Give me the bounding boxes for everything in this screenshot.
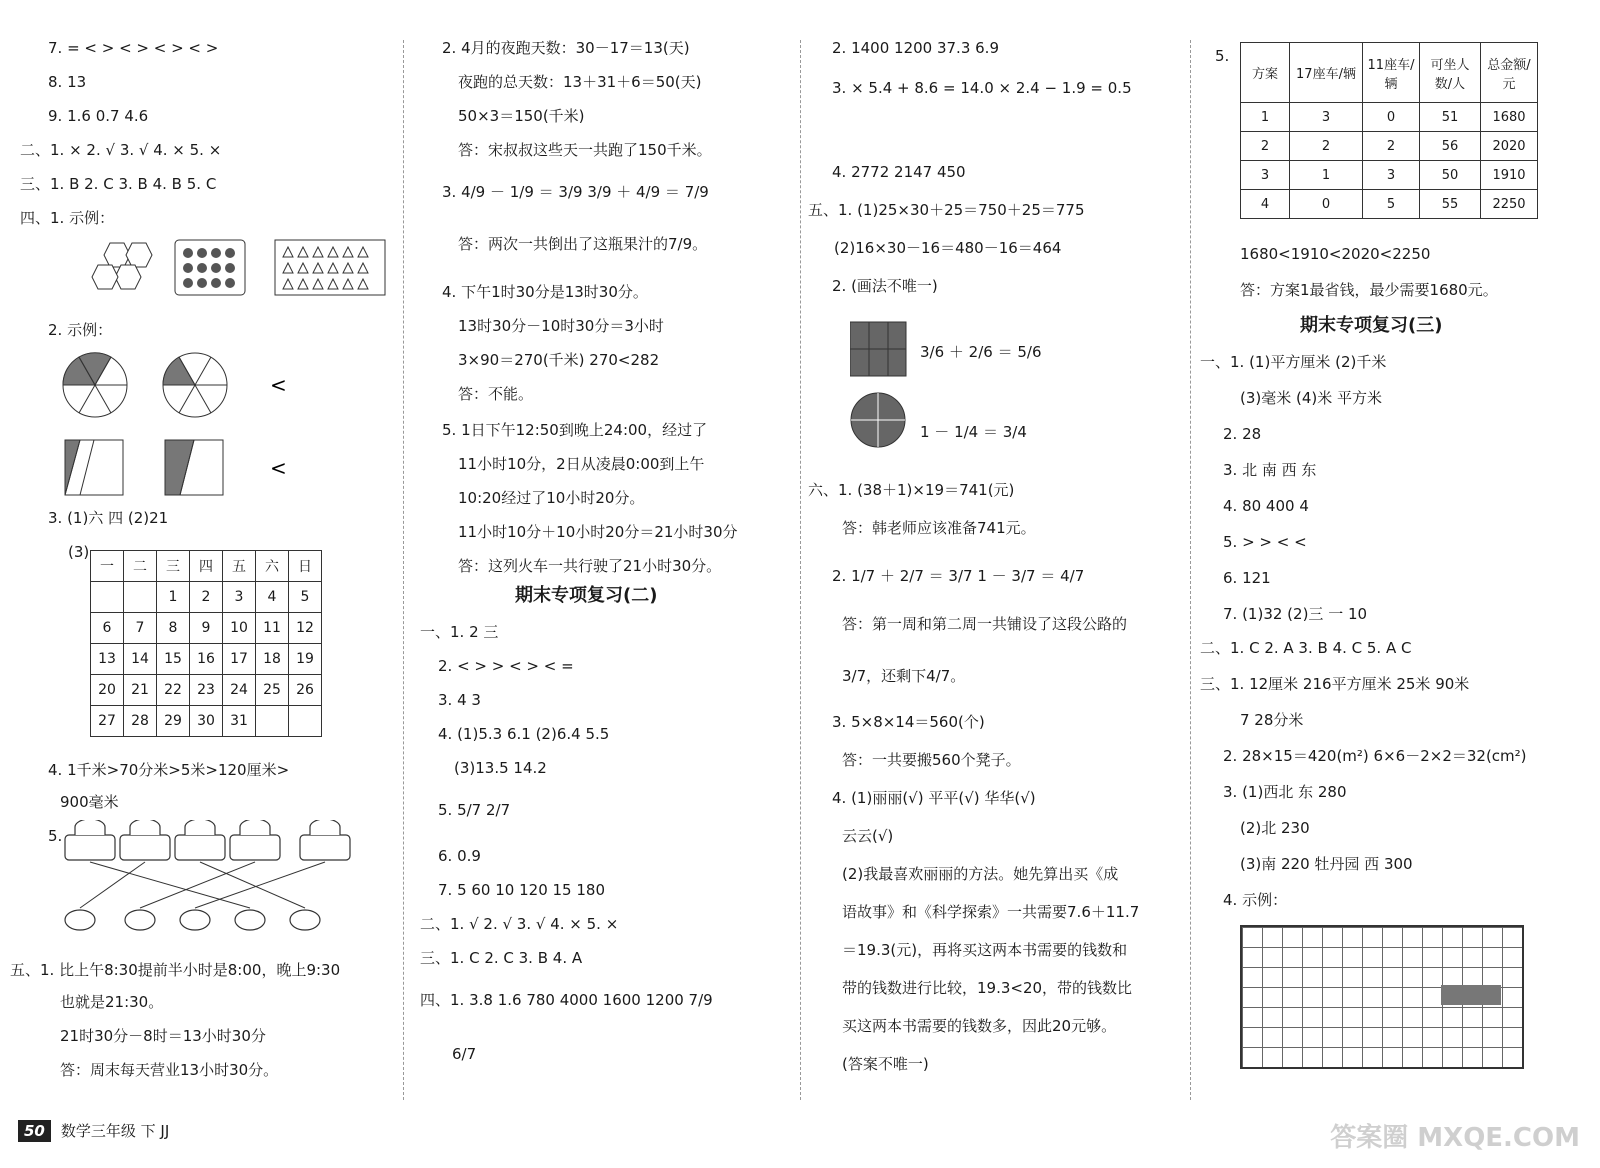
svg-text:<: <: [270, 373, 287, 397]
answer-line: (2)16×30－16＝480－16＝464: [834, 239, 1062, 257]
answer-line: 11小时10分＋10小时20分＝21小时30分: [458, 523, 738, 541]
watermark: 答案圈 MXQE.COM: [1330, 1123, 1580, 1153]
answer-line: 4. 1千米>70分米>5米>120厘米>: [48, 761, 290, 779]
calendar-row: 13 14 15 16 17 18 19: [91, 644, 322, 675]
answer-line: 1 － 1/4 ＝ 3/4: [920, 423, 1027, 441]
answer-line: 买这两本书需要的钱数多，因此20元够。: [842, 1017, 1117, 1035]
section-heading: 期末专项复习(三): [1300, 315, 1443, 336]
shaded-cells: [1441, 985, 1501, 1005]
answer-line: ＝19.3(元)，再将买这两本书需要的钱数和: [842, 941, 1128, 959]
footer-subject: 数学三年级 下 JJ: [60, 1122, 170, 1140]
answer-line: 3. (1)六 四 (2)21: [48, 509, 169, 527]
answer-line: 2. 4月的夜跑天数：30－17＝13(天): [442, 39, 690, 57]
answer-line: 4. 下午1时30分是13时30分。: [442, 283, 648, 301]
section-heading: 期末专项复习(二): [515, 585, 658, 606]
answer-line: 答：周末每天营业13小时30分。: [60, 1061, 279, 1079]
answer-line: 5. 1日下午12:50到晚上24:00，经过了: [442, 421, 708, 439]
answer-line: 也就是21:30。: [60, 993, 164, 1011]
answer-line: 3/6 ＋ 2/6 ＝ 5/6: [920, 343, 1042, 361]
page-number: 50: [18, 1120, 51, 1142]
answer-line: 900毫米: [60, 793, 119, 811]
answer-line: (答案不唯一): [842, 1055, 929, 1073]
calendar-row: 20 21 22 23 24 25 26: [91, 675, 322, 706]
answer-line: 四、1. 示例：: [20, 209, 115, 227]
lock-key-matching: [60, 820, 370, 940]
answer-line: 7. (1)32 (2)三 一 10: [1223, 605, 1368, 623]
answer-line: (2)北 230: [1240, 819, 1310, 837]
answer-line: 三、1. 12厘米 216平方厘米 25米 90米: [1200, 675, 1470, 693]
plan-row: 3 1 3 50 1910: [1241, 161, 1538, 190]
calendar-row: 27 28 29 30 31: [91, 706, 322, 737]
table-label: 5.: [1215, 47, 1230, 65]
answer-line: (3)13.5 14.2: [454, 759, 547, 777]
answer-line: 2. 1/7 ＋ 2/7 ＝ 3/7 1 － 3/7 ＝ 4/7: [832, 567, 1085, 585]
plan-row: 4 0 5 55 2250: [1241, 190, 1538, 219]
answer-line: 13时30分－10时30分＝3小时: [458, 317, 664, 335]
answer-line: 3. 4 3: [438, 691, 481, 709]
answer-line: 3. 5×8×14＝560(个): [832, 713, 985, 731]
plan-header: 方案 17座车/辆 11座车/辆 可坐人数/人 总金额/元: [1241, 43, 1538, 103]
fraction-drawings: [850, 320, 910, 450]
answer-line: 4. 示例：: [1223, 891, 1288, 909]
answer-line: 夜跑的总天数：13＋31＋6＝50(天): [458, 73, 702, 91]
answer-line: 答：这列火车一共行驶了21小时30分。: [458, 557, 722, 575]
shapes-example: [80, 235, 390, 300]
answer-line: 2. (画法不唯一): [832, 277, 938, 295]
answer-line: 答：第一周和第二周一共铺设了这段公路的: [842, 615, 1128, 633]
answer-line: 5. 5/7 2/7: [438, 801, 511, 819]
answer-line: 7 28分米: [1240, 711, 1304, 729]
answer-line: 5. > > < <: [1223, 533, 1307, 551]
answer-line: 3. 北 南 西 东: [1223, 461, 1317, 479]
answer-line: 9. 1.6 0.7 4.6: [48, 107, 149, 125]
calendar-row: 6 7 8 9 10 11 12: [91, 613, 322, 644]
answer-line: 六、1. (38＋1)×19＝741(元): [808, 481, 1015, 499]
answer-line: 4. (1)丽丽(√) 平平(√) 华华(√): [832, 789, 1036, 807]
answer-line: 答：宋叔叔这些天一共跑了150千米。: [458, 141, 712, 159]
answer-line: 答：方案1最省钱，最少需要1680元。: [1240, 281, 1498, 299]
answer-line: 7. 5 60 10 120 15 180: [438, 881, 605, 899]
answer-line: 10:20经过了10小时20分。: [458, 489, 645, 507]
answer-line: 五、1. 比上午8:30提前半小时是8:00，晚上9:30: [10, 961, 341, 979]
plan-table: [1240, 42, 1538, 219]
answer-line: 2. 28×15＝420(m²) 6×6－2×2＝32(cm²): [1223, 747, 1527, 765]
answer-line: 3. 4/9 － 1/9 ＝ 3/9 3/9 ＋ 4/9 ＝ 7/9: [442, 183, 709, 201]
answer-line: 答：不能。: [458, 385, 534, 403]
answer-line: 3×90＝270(千米) 270<282: [458, 351, 660, 369]
answer-line: 语故事》和《科学探索》一共需要7.6＋11.7: [842, 903, 1140, 921]
answer-line: 四、1. 3.8 1.6 780 4000 1600 1200 7/9: [420, 991, 713, 1009]
answer-line: 11小时10分，2日从凌晨0:00到上午: [458, 455, 705, 473]
answer-line: 云云(√): [842, 827, 894, 845]
answer-line: 2. 28: [1223, 425, 1262, 443]
footer: [18, 1120, 169, 1142]
answer-line: 6/7: [452, 1045, 477, 1063]
answer-line: 6. 0.9: [438, 847, 481, 865]
answer-line: 2. < > > < > < =: [438, 657, 574, 675]
answer-line: (3)毫米 (4)米 平方米: [1240, 389, 1383, 407]
answer-line: (3): [68, 543, 90, 561]
answer-line: 三、1. B 2. C 3. B 4. B 5. C: [20, 175, 217, 193]
column-divider: [1190, 40, 1191, 1100]
answer-line: 答：韩老师应该准备741元。: [842, 519, 1036, 537]
answer-line: 3/7，还剩下4/7。: [842, 667, 966, 685]
plan-row: 1 3 0 51 1680: [1241, 103, 1538, 132]
answer-line: 4. 80 400 4: [1223, 497, 1309, 515]
calendar-table: [90, 550, 322, 737]
answer-line: 2. 示例：: [48, 321, 113, 339]
column-divider: [800, 40, 801, 1100]
answer-line: 3. × 5.4 + 8.6 = 14.0 × 2.4 − 1.9 = 0.5: [832, 79, 1132, 97]
answer-line: 三、1. C 2. C 3. B 4. A: [420, 949, 583, 967]
answer-line: 1680<1910<2020<2250: [1240, 245, 1431, 263]
answer-line: 答：两次一共倒出了这瓶果汁的7/9。: [458, 235, 708, 253]
answer-line: 二、1. C 2. A 3. B 4. C 5. A C: [1200, 639, 1412, 657]
answer-line: 五、1. (1)25×30＋25＝750＋25＝775: [808, 201, 1085, 219]
calendar-row: 1 2 3 4 5: [91, 582, 322, 613]
plan-row: 2 2 2 56 2020: [1241, 132, 1538, 161]
column-divider: [403, 40, 404, 1100]
calendar-header: 一 二 三 四 五 六 日: [91, 551, 322, 582]
answer-line: 二、1. × 2. √ 3. √ 4. × 5. ×: [20, 141, 222, 159]
answer-line: (2)我最喜欢丽丽的方法。她先算出买《成: [842, 865, 1119, 883]
answer-line: 二、1. √ 2. √ 3. √ 4. × 5. ×: [420, 915, 619, 933]
answer-line: 6. 121: [1223, 569, 1271, 587]
answer-line: 2. 1400 1200 37.3 6.9: [832, 39, 999, 57]
answer-line: 21时30分－8时＝13小时30分: [60, 1027, 266, 1045]
answer-line: 带的钱数进行比较，19.3<20，带的钱数比: [842, 979, 1133, 997]
answer-line: (3)南 220 牡丹园 西 300: [1240, 855, 1413, 873]
answer-line: 一、1. (1)平方厘米 (2)千米: [1200, 353, 1387, 371]
answer-line: 一、1. 2 三: [420, 623, 499, 641]
answer-line: 3. (1)西北 东 280: [1223, 783, 1347, 801]
svg-text:<: <: [270, 456, 287, 480]
answer-line: 4. 2772 2147 450: [832, 163, 966, 181]
answer-line: 5.: [48, 827, 63, 845]
answer-line: 8. 13: [48, 73, 87, 91]
answer-line: 4. (1)5.3 6.1 (2)6.4 5.5: [438, 725, 610, 743]
answer-line: 7. = < > < > < > < >: [48, 39, 219, 57]
answer-line: 答：一共要搬560个凳子。: [842, 751, 1021, 769]
fraction-circles: [60, 350, 300, 500]
answer-line: 50×3＝150(千米): [458, 107, 585, 125]
